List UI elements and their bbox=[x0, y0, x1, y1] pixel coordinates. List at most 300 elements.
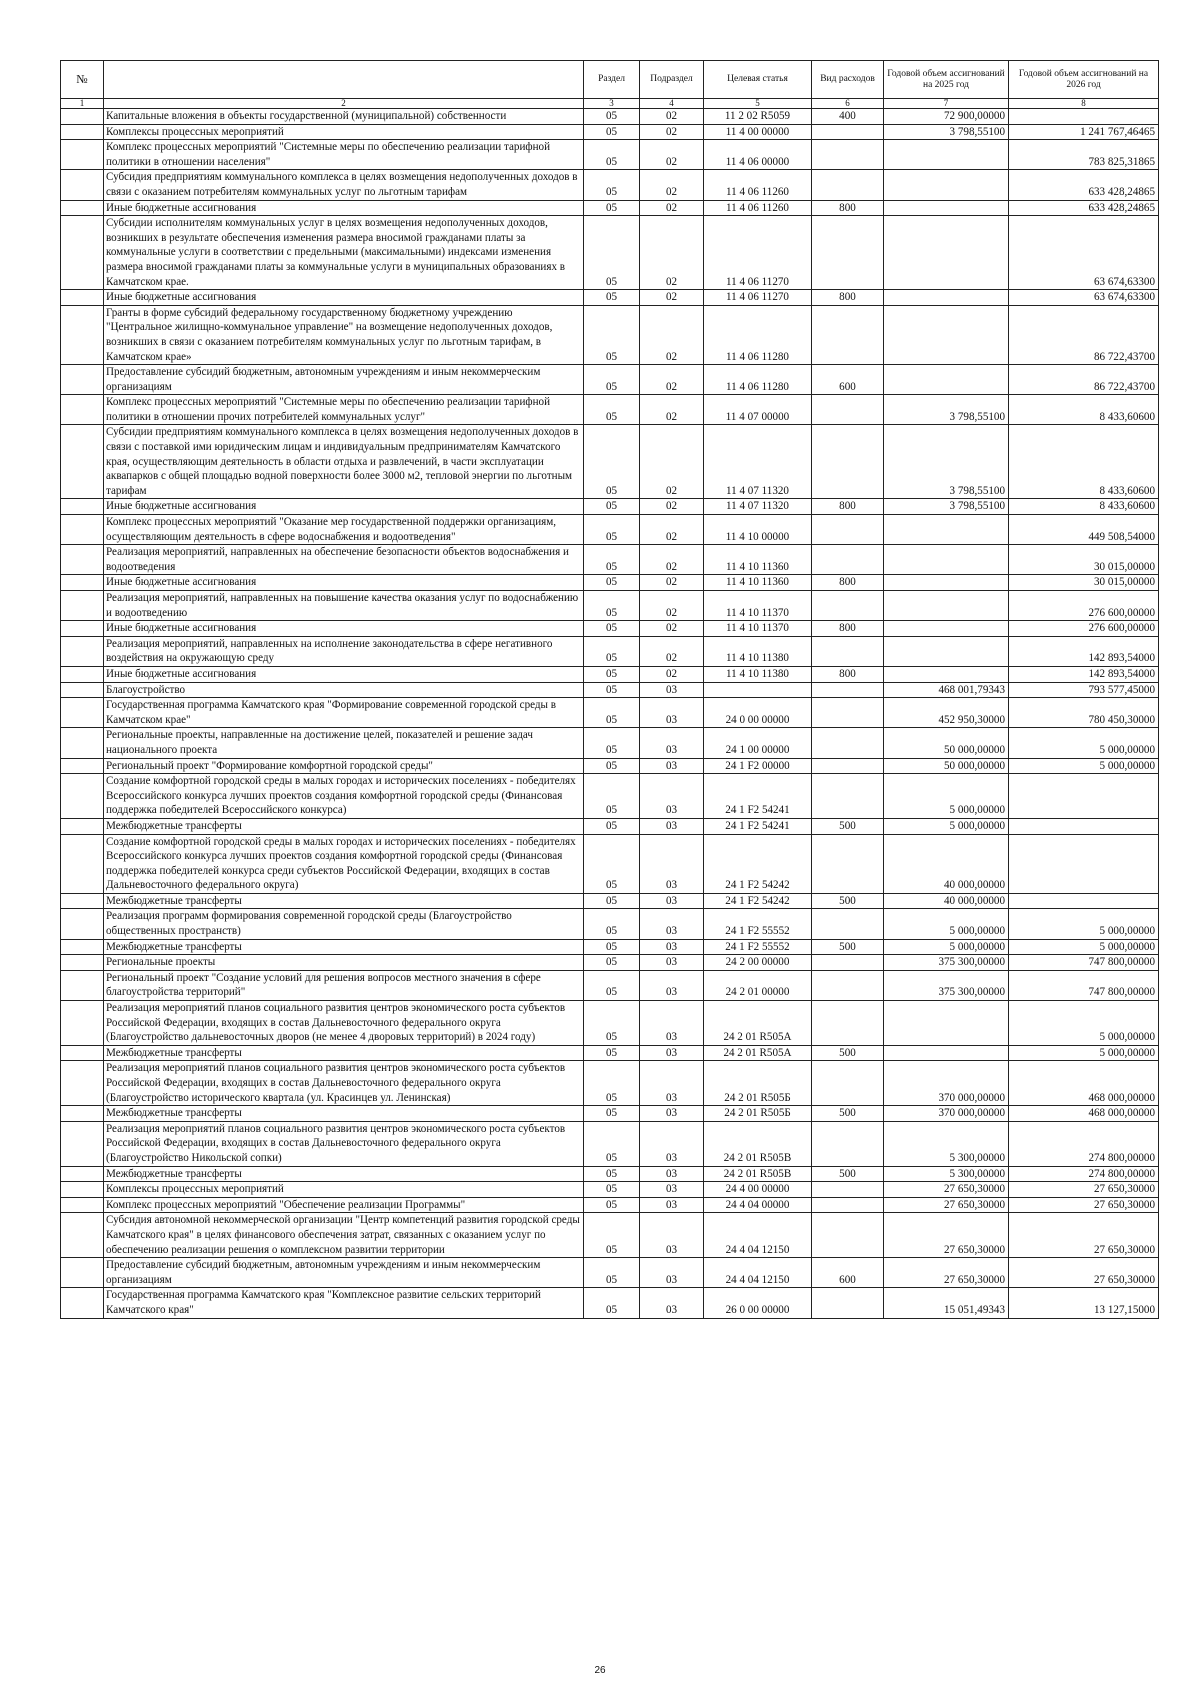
table-row bbox=[61, 305, 1159, 364]
target-article-cell: 11 4 10 11370 bbox=[704, 591, 812, 621]
column-number: 1 bbox=[61, 99, 104, 109]
section-cell: 05 bbox=[584, 305, 640, 364]
item-name-cell: Предоставление субсидий бюджетным, автономным учреждениям и иным некоммерческим организациям bbox=[104, 365, 584, 395]
header-allocation-2025: Годовой объем ассигнований на 2025 год bbox=[884, 61, 1009, 99]
subsection-cell: 03 bbox=[640, 818, 704, 834]
row-number-cell bbox=[61, 1197, 104, 1213]
row-number-cell bbox=[61, 834, 104, 893]
row-number-cell bbox=[61, 1213, 104, 1258]
subsection-cell: 02 bbox=[640, 216, 704, 290]
row-number-cell bbox=[61, 290, 104, 306]
item-name-cell: Субсидия автономной некоммерческой организации "Центр компетенций развития городской среды Камчатского края" в целях финансового обеспечения затрат, связанных с оказанием услуг по обеспечению реализации решения о комплексном развитии территории bbox=[104, 1213, 584, 1258]
item-name-cell: Субсидия предприятиям коммунального комплекса в целях возмещения недополученных доходов в связи с оказанием потребителям коммунальных услуг по льготным тарифам bbox=[104, 170, 584, 200]
section-cell: 05 bbox=[584, 140, 640, 170]
subsection-cell: 03 bbox=[640, 893, 704, 909]
expense-type-cell bbox=[812, 515, 884, 545]
allocation-2025-cell: 27 650,30000 bbox=[884, 1213, 1009, 1258]
allocation-2025-cell: 5 000,00000 bbox=[884, 909, 1009, 939]
section-cell: 05 bbox=[584, 515, 640, 545]
target-article-cell: 24 1 F2 54241 bbox=[704, 774, 812, 819]
table-row bbox=[61, 515, 1159, 545]
allocation-2026-cell: 142 893,54000 bbox=[1009, 666, 1159, 682]
row-number-cell bbox=[61, 970, 104, 1000]
section-cell: 05 bbox=[584, 365, 640, 395]
item-name-cell: Межбюджетные трансферты bbox=[104, 1166, 584, 1182]
expense-type-cell: 500 bbox=[812, 1045, 884, 1061]
row-number-cell bbox=[61, 545, 104, 575]
allocation-2026-cell: 27 650,30000 bbox=[1009, 1197, 1159, 1213]
section-cell: 05 bbox=[584, 216, 640, 290]
expense-type-cell: 800 bbox=[812, 666, 884, 682]
target-article-cell: 11 4 10 11380 bbox=[704, 666, 812, 682]
allocation-2026-cell: 5 000,00000 bbox=[1009, 758, 1159, 774]
subsection-cell: 03 bbox=[640, 955, 704, 971]
subsection-cell: 02 bbox=[640, 545, 704, 575]
row-number-cell bbox=[61, 621, 104, 637]
subsection-cell: 02 bbox=[640, 499, 704, 515]
item-name-cell: Государственная программа Камчатского края "Формирование современной городской среды в Камчатском крае" bbox=[104, 698, 584, 728]
allocation-2026-cell: 5 000,00000 bbox=[1009, 909, 1159, 939]
allocation-2025-cell bbox=[884, 200, 1009, 216]
item-name-cell: Межбюджетные трансферты bbox=[104, 818, 584, 834]
section-cell: 05 bbox=[584, 698, 640, 728]
subsection-cell: 02 bbox=[640, 395, 704, 425]
allocation-2026-cell: 86 722,43700 bbox=[1009, 365, 1159, 395]
item-name-cell: Иные бюджетные ассигнования bbox=[104, 575, 584, 591]
target-article-cell: 11 4 10 11360 bbox=[704, 545, 812, 575]
allocation-2025-cell bbox=[884, 1045, 1009, 1061]
expense-type-cell bbox=[812, 1121, 884, 1166]
allocation-2026-cell: 633 428,24865 bbox=[1009, 170, 1159, 200]
allocation-2026-cell: 86 722,43700 bbox=[1009, 305, 1159, 364]
expense-type-cell bbox=[812, 425, 884, 499]
section-cell: 05 bbox=[584, 955, 640, 971]
table-row bbox=[61, 1166, 1159, 1182]
row-number-cell bbox=[61, 1045, 104, 1061]
subsection-cell: 03 bbox=[640, 970, 704, 1000]
table-body bbox=[61, 109, 1159, 1319]
expense-type-cell bbox=[812, 1061, 884, 1106]
section-cell: 05 bbox=[584, 636, 640, 666]
table-row bbox=[61, 1288, 1159, 1318]
header-subsection: Подраздел bbox=[640, 61, 704, 99]
expense-type-cell bbox=[812, 698, 884, 728]
table-header-row bbox=[61, 61, 1159, 99]
item-name-cell: Реализация мероприятий, направленных на обеспечение безопасности объектов водоснабжения и водоотведения bbox=[104, 545, 584, 575]
target-article-cell: 24 4 04 12150 bbox=[704, 1213, 812, 1258]
target-article-cell: 24 4 04 00000 bbox=[704, 1197, 812, 1213]
section-cell: 05 bbox=[584, 774, 640, 819]
section-cell: 05 bbox=[584, 1121, 640, 1166]
item-name-cell: Комплекс процессных мероприятий "Системные меры по обеспечению реализации тарифной политики в отношении прочих потребителей коммунальных услуг" bbox=[104, 395, 584, 425]
row-number-cell bbox=[61, 515, 104, 545]
expense-type-cell: 500 bbox=[812, 893, 884, 909]
table-row bbox=[61, 834, 1159, 893]
allocation-2025-cell bbox=[884, 575, 1009, 591]
subsection-cell: 03 bbox=[640, 939, 704, 955]
table-row bbox=[61, 200, 1159, 216]
table-row bbox=[61, 290, 1159, 306]
subsection-cell: 02 bbox=[640, 621, 704, 637]
item-name-cell: Реализация мероприятий планов социального развития центров экономического роста субъектов Российской Федерации, входящих в состав Дальневосточного федерального округа (Благоустройство дальневосточных дворов (не менее 4 дворовых территорий) в 2024 году) bbox=[104, 1001, 584, 1046]
subsection-cell: 03 bbox=[640, 682, 704, 698]
subsection-cell: 03 bbox=[640, 909, 704, 939]
table-row bbox=[61, 818, 1159, 834]
target-article-cell: 24 2 01 R505Б bbox=[704, 1061, 812, 1106]
subsection-cell: 03 bbox=[640, 774, 704, 819]
allocation-2026-cell bbox=[1009, 893, 1159, 909]
subsection-cell: 02 bbox=[640, 170, 704, 200]
target-article-cell: 24 2 01 R505Б bbox=[704, 1106, 812, 1122]
allocation-2025-cell bbox=[884, 216, 1009, 290]
item-name-cell: Межбюджетные трансферты bbox=[104, 893, 584, 909]
table-row bbox=[61, 1197, 1159, 1213]
target-article-cell: 26 0 00 00000 bbox=[704, 1288, 812, 1318]
allocation-2025-cell: 370 000,00000 bbox=[884, 1106, 1009, 1122]
expense-type-cell bbox=[812, 682, 884, 698]
allocation-2025-cell bbox=[884, 666, 1009, 682]
item-name-cell: Иные бюджетные ассигнования bbox=[104, 666, 584, 682]
allocation-2026-cell: 30 015,00000 bbox=[1009, 545, 1159, 575]
row-number-cell bbox=[61, 1258, 104, 1288]
expense-type-cell bbox=[812, 636, 884, 666]
subsection-cell: 03 bbox=[640, 1197, 704, 1213]
subsection-cell: 03 bbox=[640, 1106, 704, 1122]
allocation-2025-cell: 3 798,55100 bbox=[884, 124, 1009, 140]
target-article-cell: 24 2 01 R505В bbox=[704, 1121, 812, 1166]
column-number: 6 bbox=[812, 99, 884, 109]
allocation-2025-cell bbox=[884, 545, 1009, 575]
row-number-cell bbox=[61, 939, 104, 955]
allocation-2026-cell: 142 893,54000 bbox=[1009, 636, 1159, 666]
table-row bbox=[61, 621, 1159, 637]
expense-type-cell bbox=[812, 395, 884, 425]
subsection-cell: 02 bbox=[640, 591, 704, 621]
target-article-cell: 24 1 F2 00000 bbox=[704, 758, 812, 774]
target-article-cell: 24 4 00 00000 bbox=[704, 1182, 812, 1198]
allocation-2026-cell: 747 800,00000 bbox=[1009, 955, 1159, 971]
item-name-cell: Межбюджетные трансферты bbox=[104, 1045, 584, 1061]
allocation-2025-cell bbox=[884, 621, 1009, 637]
allocation-2025-cell: 40 000,00000 bbox=[884, 893, 1009, 909]
section-cell: 05 bbox=[584, 545, 640, 575]
allocation-2026-cell: 276 600,00000 bbox=[1009, 591, 1159, 621]
row-number-cell bbox=[61, 818, 104, 834]
row-number-cell bbox=[61, 893, 104, 909]
header-number: № bbox=[61, 61, 104, 99]
allocation-2026-cell: 783 825,31865 bbox=[1009, 140, 1159, 170]
item-name-cell: Создание комфортной городской среды в малых городах и исторических поселениях - победителях Всероссийского конкурса лучших проектов создания комфортной городской среды (Финансовая поддержка победителей конкурса среди субъектов Российской Федерации, входящих в состав Дальневосточного федерального округа) bbox=[104, 834, 584, 893]
table-row bbox=[61, 1061, 1159, 1106]
allocation-2026-cell: 27 650,30000 bbox=[1009, 1182, 1159, 1198]
item-name-cell: Иные бюджетные ассигнования bbox=[104, 499, 584, 515]
table-row bbox=[61, 545, 1159, 575]
item-name-cell: Государственная программа Камчатского края "Комплексное развитие сельских территорий Камчатского края" bbox=[104, 1288, 584, 1318]
table-row bbox=[61, 774, 1159, 819]
column-number: 8 bbox=[1009, 99, 1159, 109]
budget-table-sheet bbox=[60, 60, 1158, 1319]
expense-type-cell bbox=[812, 955, 884, 971]
item-name-cell: Реализация мероприятий, направленных на повышение качества оказания услуг по водоснабжению и водоотведению bbox=[104, 591, 584, 621]
target-article-cell: 11 4 10 11360 bbox=[704, 575, 812, 591]
row-number-cell bbox=[61, 1288, 104, 1318]
target-article-cell: 11 4 07 00000 bbox=[704, 395, 812, 425]
target-article-cell: 11 4 06 11260 bbox=[704, 170, 812, 200]
row-number-cell bbox=[61, 1166, 104, 1182]
item-name-cell: Комплекс процессных мероприятий "Оказание мер государственной поддержки организациям, осуществляющим деятельность в сфере водоснабжения и водоотведения" bbox=[104, 515, 584, 545]
section-cell: 05 bbox=[584, 1288, 640, 1318]
target-article-cell: 24 1 F2 55552 bbox=[704, 909, 812, 939]
table-row bbox=[61, 1045, 1159, 1061]
allocation-2025-cell: 50 000,00000 bbox=[884, 728, 1009, 758]
expense-type-cell bbox=[812, 758, 884, 774]
allocation-2025-cell: 3 798,55100 bbox=[884, 499, 1009, 515]
row-number-cell bbox=[61, 109, 104, 125]
row-number-cell bbox=[61, 124, 104, 140]
subsection-cell: 03 bbox=[640, 728, 704, 758]
subsection-cell: 03 bbox=[640, 834, 704, 893]
expense-type-cell bbox=[812, 1213, 884, 1258]
section-cell: 05 bbox=[584, 818, 640, 834]
allocation-2026-cell: 63 674,63300 bbox=[1009, 216, 1159, 290]
item-name-cell: Гранты в форме субсидий федеральному государственному бюджетному учреждению "Центральное жилищно-коммунальное управление" на возмещение недополученных доходов, возникших в связи с оказанием потребителям коммунальных услуг по льготным тарифам, в Камчатском крае» bbox=[104, 305, 584, 364]
table-row bbox=[61, 666, 1159, 682]
item-name-cell: Реализация мероприятий, направленных на исполнение законодательства в сфере негативного воздействия на окружающую среду bbox=[104, 636, 584, 666]
subsection-cell: 03 bbox=[640, 1166, 704, 1182]
allocation-2025-cell bbox=[884, 515, 1009, 545]
row-number-cell bbox=[61, 395, 104, 425]
allocation-2025-cell bbox=[884, 1001, 1009, 1046]
target-article-cell: 24 1 00 00000 bbox=[704, 728, 812, 758]
table-row bbox=[61, 591, 1159, 621]
allocation-2025-cell bbox=[884, 170, 1009, 200]
expense-type-cell bbox=[812, 170, 884, 200]
row-number-cell bbox=[61, 575, 104, 591]
target-article-cell: 11 4 06 11260 bbox=[704, 200, 812, 216]
target-article-cell: 24 2 01 R505А bbox=[704, 1045, 812, 1061]
allocation-2025-cell bbox=[884, 591, 1009, 621]
section-cell: 05 bbox=[584, 425, 640, 499]
target-article-cell bbox=[704, 682, 812, 698]
section-cell: 05 bbox=[584, 124, 640, 140]
expense-type-cell: 800 bbox=[812, 575, 884, 591]
table-row bbox=[61, 170, 1159, 200]
target-article-cell: 11 4 00 00000 bbox=[704, 124, 812, 140]
allocation-2026-cell: 468 000,00000 bbox=[1009, 1061, 1159, 1106]
section-cell: 05 bbox=[584, 1182, 640, 1198]
section-cell: 05 bbox=[584, 621, 640, 637]
table-row bbox=[61, 140, 1159, 170]
expense-type-cell: 800 bbox=[812, 499, 884, 515]
allocation-2026-cell: 276 600,00000 bbox=[1009, 621, 1159, 637]
target-article-cell: 11 4 06 11280 bbox=[704, 305, 812, 364]
allocation-2025-cell: 27 650,30000 bbox=[884, 1182, 1009, 1198]
item-name-cell: Предоставление субсидий бюджетным, автономным учреждениям и иным некоммерческим организациям bbox=[104, 1258, 584, 1288]
table-row bbox=[61, 909, 1159, 939]
column-number: 7 bbox=[884, 99, 1009, 109]
row-number-cell bbox=[61, 216, 104, 290]
row-number-cell bbox=[61, 170, 104, 200]
table-row bbox=[61, 682, 1159, 698]
section-cell: 05 bbox=[584, 893, 640, 909]
expense-type-cell: 800 bbox=[812, 290, 884, 306]
allocation-2026-cell: 468 000,00000 bbox=[1009, 1106, 1159, 1122]
expense-type-cell bbox=[812, 305, 884, 364]
expense-type-cell bbox=[812, 216, 884, 290]
section-cell: 05 bbox=[584, 170, 640, 200]
subsection-cell: 02 bbox=[640, 515, 704, 545]
row-number-cell bbox=[61, 758, 104, 774]
row-number-cell bbox=[61, 682, 104, 698]
row-number-cell bbox=[61, 591, 104, 621]
target-article-cell: 11 4 07 11320 bbox=[704, 425, 812, 499]
expense-type-cell: 500 bbox=[812, 818, 884, 834]
expense-type-cell bbox=[812, 909, 884, 939]
target-article-cell: 11 4 10 11380 bbox=[704, 636, 812, 666]
target-article-cell: 24 2 01 00000 bbox=[704, 970, 812, 1000]
section-cell: 05 bbox=[584, 1061, 640, 1106]
allocation-2025-cell: 468 001,79343 bbox=[884, 682, 1009, 698]
table-row bbox=[61, 955, 1159, 971]
allocation-2026-cell: 63 674,63300 bbox=[1009, 290, 1159, 306]
table-row bbox=[61, 216, 1159, 290]
table-row bbox=[61, 425, 1159, 499]
allocation-2026-cell: 27 650,30000 bbox=[1009, 1258, 1159, 1288]
section-cell: 05 bbox=[584, 1213, 640, 1258]
target-article-cell: 11 4 10 11370 bbox=[704, 621, 812, 637]
expense-type-cell bbox=[812, 545, 884, 575]
target-article-cell: 24 1 F2 54242 bbox=[704, 834, 812, 893]
allocation-2025-cell bbox=[884, 636, 1009, 666]
allocation-2025-cell: 50 000,00000 bbox=[884, 758, 1009, 774]
allocation-2026-cell: 780 450,30000 bbox=[1009, 698, 1159, 728]
target-article-cell: 24 4 04 12150 bbox=[704, 1258, 812, 1288]
expense-type-cell: 500 bbox=[812, 1106, 884, 1122]
allocation-2026-cell: 5 000,00000 bbox=[1009, 1045, 1159, 1061]
allocation-2026-cell bbox=[1009, 109, 1159, 125]
table-row bbox=[61, 109, 1159, 125]
target-article-cell: 11 2 02 R5059 bbox=[704, 109, 812, 125]
allocation-2026-cell: 793 577,45000 bbox=[1009, 682, 1159, 698]
table-row bbox=[61, 1182, 1159, 1198]
table-row bbox=[61, 124, 1159, 140]
allocation-2025-cell: 3 798,55100 bbox=[884, 425, 1009, 499]
subsection-cell: 03 bbox=[640, 1045, 704, 1061]
subsection-cell: 03 bbox=[640, 758, 704, 774]
target-article-cell: 11 4 06 11270 bbox=[704, 290, 812, 306]
expense-type-cell: 500 bbox=[812, 1166, 884, 1182]
table-row bbox=[61, 395, 1159, 425]
allocation-2025-cell: 27 650,30000 bbox=[884, 1258, 1009, 1288]
expense-type-cell bbox=[812, 1288, 884, 1318]
table-row bbox=[61, 1001, 1159, 1046]
allocation-2026-cell: 8 433,60600 bbox=[1009, 425, 1159, 499]
header-expense-type: Вид расходов bbox=[812, 61, 884, 99]
expense-type-cell bbox=[812, 728, 884, 758]
column-number: 4 bbox=[640, 99, 704, 109]
section-cell: 05 bbox=[584, 939, 640, 955]
allocation-2025-cell: 5 000,00000 bbox=[884, 818, 1009, 834]
header-name bbox=[104, 61, 584, 99]
target-article-cell: 11 4 06 11280 bbox=[704, 365, 812, 395]
allocation-2026-cell: 1 241 767,46465 bbox=[1009, 124, 1159, 140]
target-article-cell: 11 4 06 00000 bbox=[704, 140, 812, 170]
section-cell: 05 bbox=[584, 395, 640, 425]
table-row bbox=[61, 728, 1159, 758]
allocation-2025-cell: 3 798,55100 bbox=[884, 395, 1009, 425]
column-number: 5 bbox=[704, 99, 812, 109]
section-cell: 05 bbox=[584, 909, 640, 939]
allocation-2026-cell: 449 508,54000 bbox=[1009, 515, 1159, 545]
allocation-2025-cell bbox=[884, 365, 1009, 395]
allocation-2025-cell: 15 051,49343 bbox=[884, 1288, 1009, 1318]
budget-allocation-table bbox=[60, 60, 1159, 1319]
section-cell: 05 bbox=[584, 1166, 640, 1182]
row-number-cell bbox=[61, 425, 104, 499]
section-cell: 05 bbox=[584, 970, 640, 1000]
table-row bbox=[61, 1213, 1159, 1258]
item-name-cell: Комплекс процессных мероприятий "Обеспечение реализации Программы" bbox=[104, 1197, 584, 1213]
table-row bbox=[61, 575, 1159, 591]
table-row bbox=[61, 499, 1159, 515]
table-row bbox=[61, 893, 1159, 909]
item-name-cell: Субсидии предприятиям коммунального комплекса в целях возмещения недополученных доходов в связи с поставкой ими юридическим лицам и индивидуальным предпринимателям Камчатского края, осуществляющим деятельность в области отдыха и развлечений, в части эксплуатации аквапарков с общей площадью водной поверхности более 3000 м2, тепловой энергии по льготным тарифам bbox=[104, 425, 584, 499]
subsection-cell: 02 bbox=[640, 575, 704, 591]
allocation-2026-cell: 8 433,60600 bbox=[1009, 499, 1159, 515]
section-cell: 05 bbox=[584, 1106, 640, 1122]
item-name-cell: Комплексы процессных мероприятий bbox=[104, 124, 584, 140]
subsection-cell: 02 bbox=[640, 140, 704, 170]
allocation-2026-cell: 633 428,24865 bbox=[1009, 200, 1159, 216]
section-cell: 05 bbox=[584, 1258, 640, 1288]
subsection-cell: 03 bbox=[640, 1121, 704, 1166]
item-name-cell: Субсидии исполнителям коммунальных услуг в целях возмещения недополученных доходов, возникших в результате обеспечения изменения размера вносимой гражданами платы за коммунальные услуги в соответствии с предельными (максимальными) индексами изменения размера вносимой гражданами платы за коммунальные услуги в муниципальных образованиях в Камчатском крае. bbox=[104, 216, 584, 290]
row-number-cell bbox=[61, 909, 104, 939]
allocation-2026-cell: 5 000,00000 bbox=[1009, 939, 1159, 955]
row-number-cell bbox=[61, 1061, 104, 1106]
subsection-cell: 03 bbox=[640, 1061, 704, 1106]
subsection-cell: 03 bbox=[640, 1001, 704, 1046]
item-name-cell: Реализация мероприятий планов социального развития центров экономического роста субъектов Российской Федерации, входящих в состав Дальневосточного федерального округа (Благоустройство Никольской сопки) bbox=[104, 1121, 584, 1166]
header-section: Раздел bbox=[584, 61, 640, 99]
column-number: 2 bbox=[104, 99, 584, 109]
section-cell: 05 bbox=[584, 200, 640, 216]
target-article-cell: 24 2 01 R505А bbox=[704, 1001, 812, 1046]
expense-type-cell bbox=[812, 1182, 884, 1198]
expense-type-cell bbox=[812, 124, 884, 140]
column-number: 3 bbox=[584, 99, 640, 109]
table-row bbox=[61, 636, 1159, 666]
allocation-2025-cell: 40 000,00000 bbox=[884, 834, 1009, 893]
section-cell: 05 bbox=[584, 109, 640, 125]
subsection-cell: 03 bbox=[640, 698, 704, 728]
expense-type-cell: 400 bbox=[812, 109, 884, 125]
allocation-2026-cell: 30 015,00000 bbox=[1009, 575, 1159, 591]
row-number-cell bbox=[61, 305, 104, 364]
section-cell: 05 bbox=[584, 834, 640, 893]
expense-type-cell: 600 bbox=[812, 365, 884, 395]
subsection-cell: 02 bbox=[640, 200, 704, 216]
row-number-cell bbox=[61, 200, 104, 216]
target-article-cell: 24 0 00 00000 bbox=[704, 698, 812, 728]
subsection-cell: 02 bbox=[640, 305, 704, 364]
table-row bbox=[61, 939, 1159, 955]
item-name-cell: Благоустройство bbox=[104, 682, 584, 698]
expense-type-cell: 800 bbox=[812, 621, 884, 637]
expense-type-cell bbox=[812, 591, 884, 621]
subsection-cell: 02 bbox=[640, 425, 704, 499]
allocation-2025-cell: 452 950,30000 bbox=[884, 698, 1009, 728]
